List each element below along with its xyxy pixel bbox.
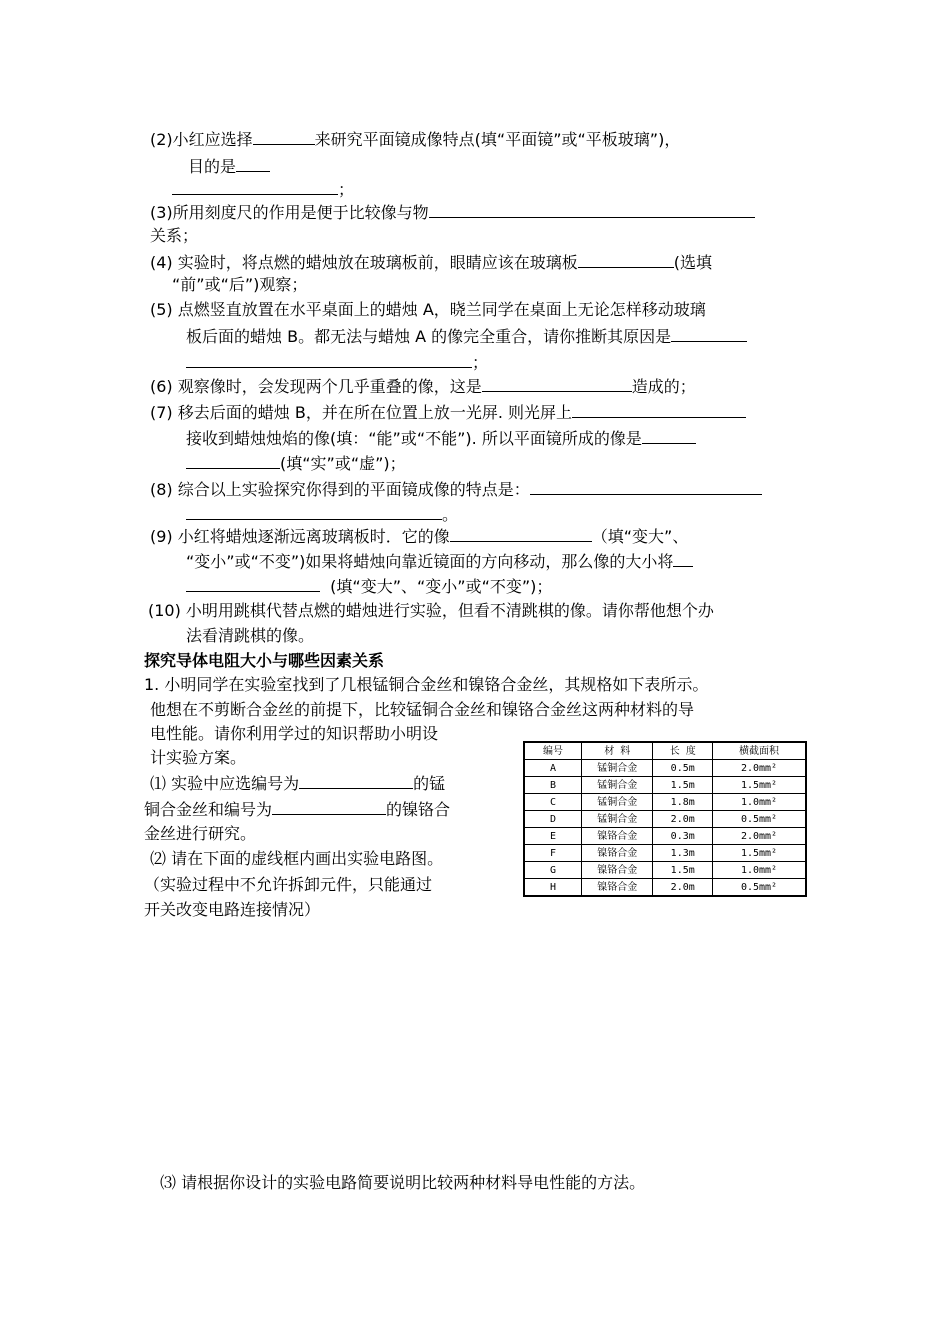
table-cell: 0.5mm² (713, 811, 806, 828)
answer-blank[interactable] (172, 178, 338, 195)
table-row (524, 845, 806, 862)
question-2-line-2 (188, 155, 270, 178)
q8-text-b: 。 (442, 505, 459, 524)
table-row (524, 862, 806, 879)
problem-1-line-3 (150, 723, 438, 745)
table-header-cell: 横截面积 (713, 742, 806, 760)
table-header-cell: 编号 (524, 742, 582, 760)
problem-1-line-2 (150, 699, 694, 721)
p1-text-d: 计实验方案。 (150, 748, 247, 767)
problem-1-line-9 (144, 874, 432, 896)
table-row (524, 879, 806, 897)
p1-text-f: 的锰 (413, 774, 446, 793)
table-cell: 锰铜合金 (582, 811, 653, 828)
table-cell: 锰铜合金 (582, 760, 653, 777)
answer-blank[interactable] (253, 128, 315, 145)
problem-1-line-6 (144, 798, 450, 821)
question-6-line-1 (150, 375, 696, 398)
table-cell: 2.0m (653, 811, 713, 828)
question-9-line-1 (150, 525, 688, 548)
table-cell: 镍铬合金 (582, 862, 653, 879)
question-5-line-2 (186, 325, 747, 348)
q2-text-d: ； (338, 180, 355, 199)
answer-blank[interactable] (671, 325, 747, 342)
q7-text-c: (填“实”或“虚”)； (280, 454, 406, 473)
question-3-line-1 (150, 201, 755, 224)
p1-text-l: 开关改变电路连接情况） (144, 900, 321, 919)
answer-blank[interactable] (673, 550, 693, 567)
p1-text-h: 的镍铬合 (386, 800, 451, 819)
question-7-line-3 (186, 452, 406, 475)
q9-text-b: （填“变大”、 (591, 527, 689, 546)
q7-text-b: 接收到蜡烛烛焰的像(填：“能”或“不能”). 所以平面镜所成的像是 (186, 429, 642, 448)
p1-text-e: ⑴ 实验中应选编号为 (150, 774, 300, 793)
p1-text-g: 铜合金丝和编号为 (144, 800, 273, 819)
table-cell: 镍铬合金 (582, 828, 653, 845)
table-header-cell: 材 料 (582, 742, 653, 760)
table-cell: 2.0mm² (713, 828, 806, 845)
table-cell: 锰铜合金 (582, 777, 653, 794)
section-title: 探究导体电阻大小与哪些因素关系 (144, 651, 385, 670)
table-header-cell: 长 度 (653, 742, 713, 760)
question-5-line-3 (186, 351, 488, 374)
table-cell: 1.5m (653, 777, 713, 794)
p1-text-a: 1. 小明同学在实验室找到了几根锰铜合金丝和镍铬合金丝，其规格如下表所示。 (144, 675, 709, 694)
question-10-line-2 (186, 625, 314, 647)
table-cell: G (524, 862, 582, 879)
q6-text-b: 造成的； (631, 377, 696, 396)
table-cell: 锰铜合金 (582, 794, 653, 811)
q10-text-a: (10) 小明用跳棋代替点燃的蜡烛进行实验，但看不清跳棋的像。请你帮他想个办 (148, 601, 714, 620)
table-cell: 1.5m (653, 862, 713, 879)
problem-1-line-5 (150, 772, 445, 795)
q2-text-c: 目的是 (188, 157, 237, 176)
answer-blank[interactable] (299, 772, 413, 789)
answer-blank[interactable] (236, 155, 270, 172)
q4-text-c: “前”或“后”)观察； (172, 275, 308, 294)
p1-text-b: 他想在不剪断合金丝的前提下，比较锰铜合金丝和镍铬合金丝这两种材料的导 (150, 700, 695, 719)
question-3-line-2 (150, 225, 198, 247)
table-cell: C (524, 794, 582, 811)
question-5-line-1 (150, 299, 706, 321)
q5-text-c: ； (472, 353, 489, 372)
q4-text-b: (选填 (673, 253, 713, 272)
table-cell: 镍铬合金 (582, 845, 653, 862)
q6-text-a: (6) 观察像时，会发现两个几乎重叠的像，这是 (150, 377, 482, 396)
q9-text-c: “变小”或“不变”)如果将蜡烛向靠近镜面的方向移动，那么像的大小将 (186, 552, 674, 571)
problem-1-line-7 (144, 823, 256, 845)
answer-blank[interactable] (572, 401, 746, 418)
table-cell: H (524, 879, 582, 897)
problem-1-part-3 (160, 1172, 645, 1194)
q4-text-a: (4) 实验时，将点燃的蜡烛放在玻璃板前，眼睛应该在玻璃板 (150, 253, 578, 272)
problem-1-line-10 (144, 899, 320, 921)
p1-text-k: （实验过程中不允许拆卸元件，只能通过 (144, 875, 433, 894)
answer-blank[interactable] (429, 201, 755, 218)
q3-text-b: 关系； (150, 226, 199, 245)
p1-text-i: 金丝进行研究。 (144, 824, 257, 843)
answer-blank[interactable] (450, 525, 592, 542)
answer-blank[interactable] (642, 427, 696, 444)
table-cell: 1.8m (653, 794, 713, 811)
q7-text-a: (7) 移去后面的蜡烛 B，并在所在位置上放一光屏. 则光屏上 (150, 403, 572, 422)
answer-blank[interactable] (482, 375, 632, 392)
table-cell: 1.5mm² (713, 845, 806, 862)
p1-text-c: 电性能。请你利用学过的知识帮助小明设 (150, 724, 439, 743)
question-2-line-3 (172, 178, 354, 201)
q10-text-b: 法看清跳棋的像。 (186, 626, 315, 645)
table-row (524, 811, 806, 828)
problem-1-line-1 (144, 674, 708, 696)
answer-blank[interactable] (186, 503, 442, 520)
q8-text-a: (8) 综合以上实验探究你得到的平面镜成像的特点是： (150, 480, 530, 499)
p1-text-m: ⑶ 请根据你设计的实验电路简要说明比较两种材料导电性能的方法。 (160, 1173, 646, 1192)
question-9-line-2 (186, 550, 693, 573)
q2-text-a: (2)小红应选择 (150, 130, 253, 149)
table-cell: 1.0mm² (713, 862, 806, 879)
table-row (524, 794, 806, 811)
q2-text-b: 来研究平面镜成像特点(填“平面镜”或“平板玻璃”)， (314, 130, 681, 149)
question-4-line-1 (150, 251, 712, 274)
table-cell: 1.0mm² (713, 794, 806, 811)
table-cell: E (524, 828, 582, 845)
question-8-line-2 (186, 503, 458, 526)
table-cell: 2.0mm² (713, 760, 806, 777)
table-cell: D (524, 811, 582, 828)
problem-1-line-8 (150, 848, 443, 870)
alloy-spec-table (523, 741, 807, 897)
table-row (524, 828, 806, 845)
table-cell: 2.0m (653, 879, 713, 897)
answer-blank[interactable] (578, 251, 674, 268)
table-cell: 镍铬合金 (582, 879, 653, 897)
table-cell: 0.3m (653, 828, 713, 845)
q5-text-b: 板后面的蜡烛 B。都无法与蜡烛 A 的像完全重合，请你推断其原因是 (186, 327, 672, 346)
table-cell: B (524, 777, 582, 794)
table-cell: 1.5mm² (713, 777, 806, 794)
answer-blank[interactable] (186, 351, 472, 368)
p1-text-j: ⑵ 请在下面的虚线框内画出实验电路图。 (150, 849, 444, 868)
q3-text-a: (3)所用刻度尺的作用是便于比较像与物 (150, 203, 429, 222)
table-cell: A (524, 760, 582, 777)
table-cell: 0.5m (653, 760, 713, 777)
table-cell: 1.3m (653, 845, 713, 862)
problem-1-line-4 (150, 747, 246, 769)
question-8-line-1 (150, 478, 762, 501)
question-2-line-1 (150, 128, 680, 151)
q9-text-d: (填“变大”、“变小”或“不变”)； (330, 577, 553, 596)
table-row (524, 777, 806, 794)
q9-text-a: (9) 小红将蜡烛逐渐远离玻璃板时．它的像 (150, 527, 450, 546)
answer-blank[interactable] (530, 478, 762, 495)
answer-blank[interactable] (186, 575, 320, 592)
answer-blank[interactable] (186, 452, 280, 469)
question-4-line-2 (172, 274, 307, 296)
question-10-line-1 (148, 600, 714, 622)
table-cell: F (524, 845, 582, 862)
table-header-row (524, 742, 806, 760)
table-row (524, 760, 806, 777)
question-7-line-1 (150, 401, 746, 424)
answer-blank[interactable] (272, 798, 386, 815)
question-7-line-2 (186, 427, 696, 450)
q5-text-a: (5) 点燃竖直放置在水平桌面上的蜡烛 A，晓兰同学在桌面上无论怎样移动玻璃 (150, 300, 706, 319)
question-9-line-3 (186, 575, 552, 598)
table-cell: 0.5mm² (713, 879, 806, 897)
